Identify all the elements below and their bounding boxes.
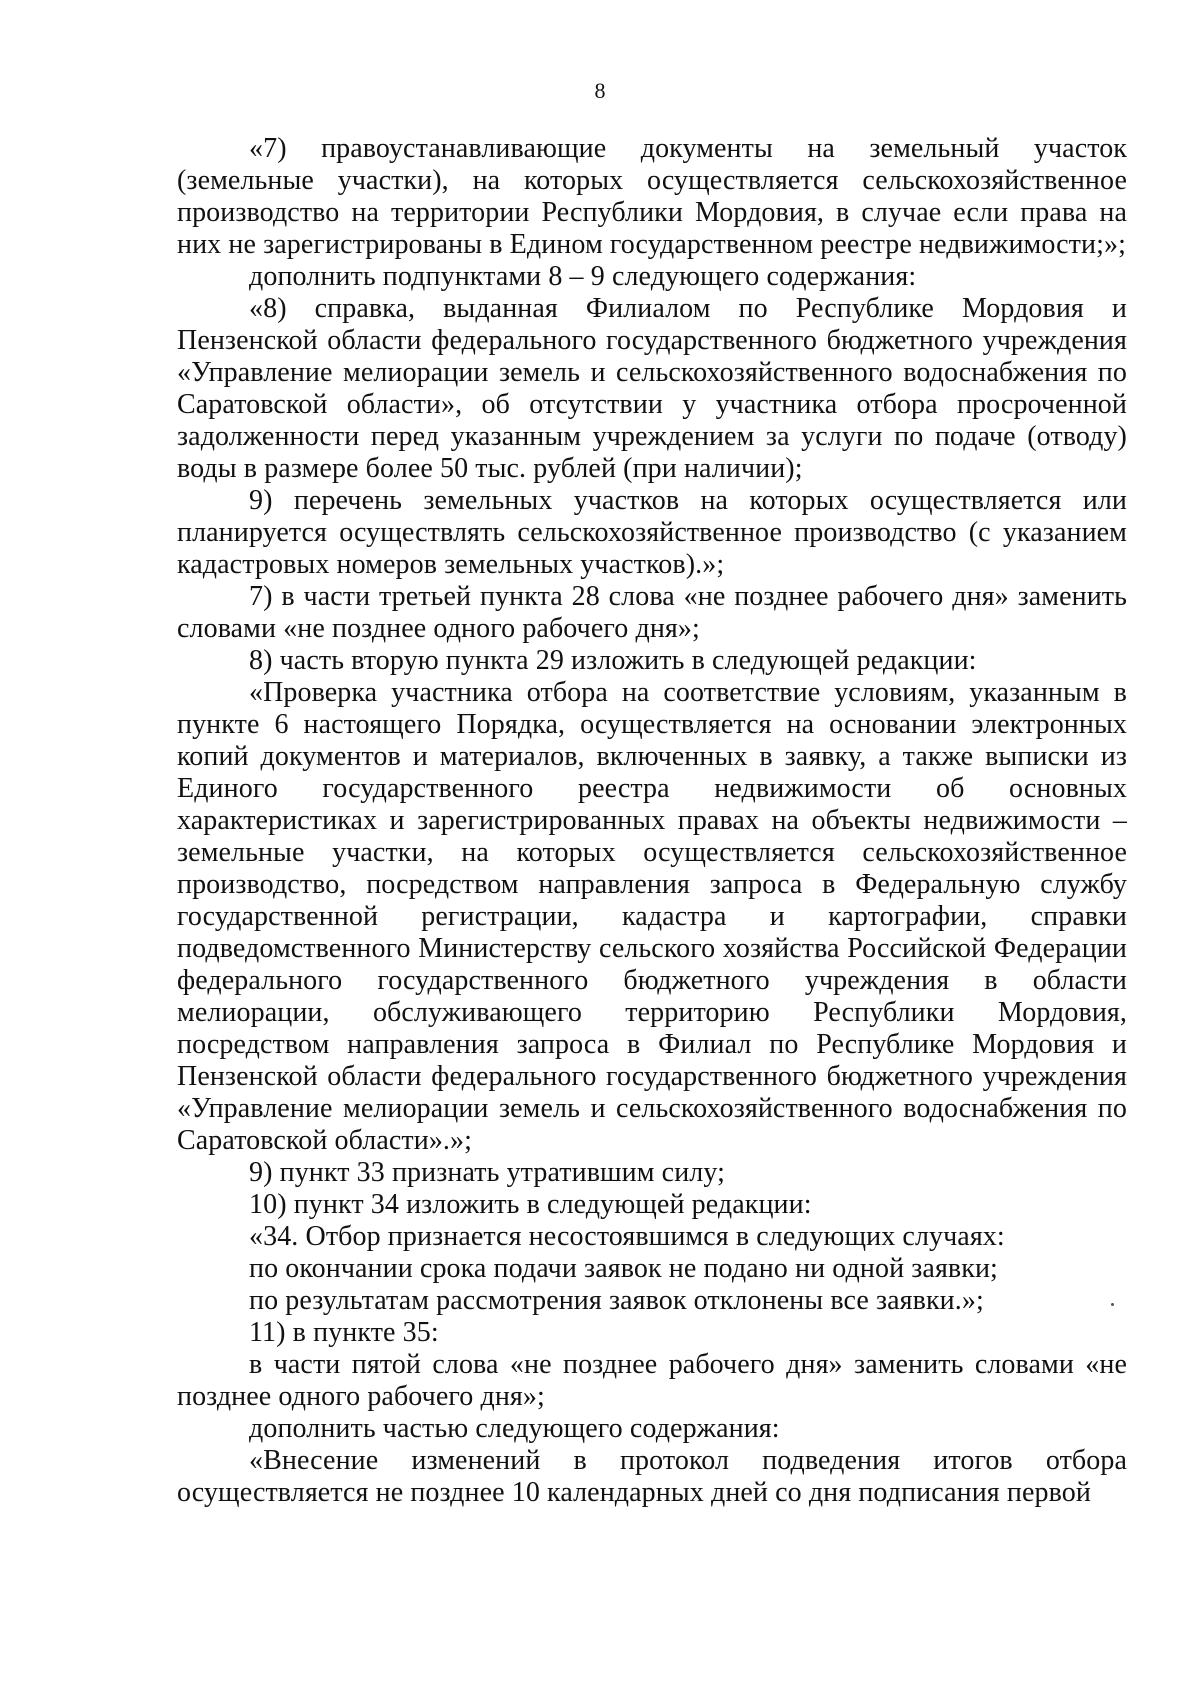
paragraph-no-applications: по окончании срока подачи заявок не подано ни одной заявки; [249, 1253, 998, 1284]
paragraph-subitem-9-land-list: 9) перечень земельных участков на которых осуществляется или планируется осуществлять сельскохозяйственное производство (с указанием кадастровых номеров земельных участков).»; [177, 485, 1127, 580]
paragraph-add-part: дополнить частью следующего содержания: [249, 1413, 780, 1444]
paragraph-part-five-replace: в части пятой слова «не позднее рабочего дня» заменить словами «не позднее одного рабочего дня»; [177, 1349, 1127, 1412]
paragraph-item-9-point-33: 9) пункт 33 признать утратившим силу; [249, 1157, 725, 1188]
paragraph-verification-text: «Проверка участника отбора на соответствие условиям, указанным в пункте 6 настоящего Порядка, осуществляется на основании электронных копий документов и материалов, включенных в заявку, а также выписки из Единого государственного реестра недвижимости об основных характеристиках и зарегистрированных правах на объекты недвижимости – земельные участки, на которых осуществляется сельскохозяйственное производство, посредством направления запроса в Федеральную службу государственной регистрации, кадастра и картографии, справки подведомственного Министерству сельского хозяйства Российской Федерации федерального государственного бюджетного учреждения в области мелиорации, обслуживающего территорию Республики Мордовия, посредством направления запроса в Филиал по Республике Мордовия и Пензенской области федерального государственного бюджетного учреждения «Управление мелиорации земель и сельскохозяйственного водоснабжения по Саратовской области».»; [177, 677, 1127, 1156]
paragraph-item-7-point-28: 7) в части третьей пункта 28 слова «не позднее рабочего дня» заменить словами «не позднее одного рабочего дня»; [177, 581, 1127, 644]
paragraph-add-subitems-8-9: дополнить подпунктами 8 – 9 следующего содержания: [249, 261, 917, 292]
paragraph-item-10-point-34: 10) пункт 34 изложить в следующей редакции: [249, 1189, 812, 1220]
paragraph-protocol-changes: «Внесение изменений в протокол подведения итогов отбора осуществляется не позднее 10 календарных дней со дня подписания первой [177, 1445, 1127, 1508]
scan-speck [1111, 1303, 1114, 1306]
paragraph-point-34-text: «34. Отбор признается несостоявшимся в следующих случаях: [249, 1221, 1005, 1252]
page-number: 8 [594, 78, 606, 103]
paragraph-all-rejected: по результатам рассмотрения заявок отклонены все заявки.»; [249, 1285, 984, 1316]
paragraph-subitem-7-title-documents: «7) правоустанавливающие документы на земельный участок (земельные участки), на которых осуществляется сельскохозяйственное производство на территории Республики Мордовия, в случае если права на них не зарегистрированы в Едином государственном реестре недвижимости;»; [177, 133, 1127, 260]
paragraph-subitem-8-certificate: «8) справка, выданная Филиалом по Республике Мордовия и Пензенской области федерального государственного бюджетного учреждения «Управление мелиорации земель и сельскохозяйственного водоснабжения по Саратовской области», об отсутствии у участника отбора просроченной задолженности перед указанным учреждением за услуги по подаче (отводу) воды в размере более 50 тыс. рублей (при наличии); [177, 293, 1127, 484]
paragraph-item-11-point-35: 11) в пункте 35: [249, 1317, 439, 1348]
paragraph-item-8-point-29: 8) часть вторую пункта 29 изложить в следующей редакции: [249, 645, 977, 676]
document-body [177, 133, 1127, 1509]
